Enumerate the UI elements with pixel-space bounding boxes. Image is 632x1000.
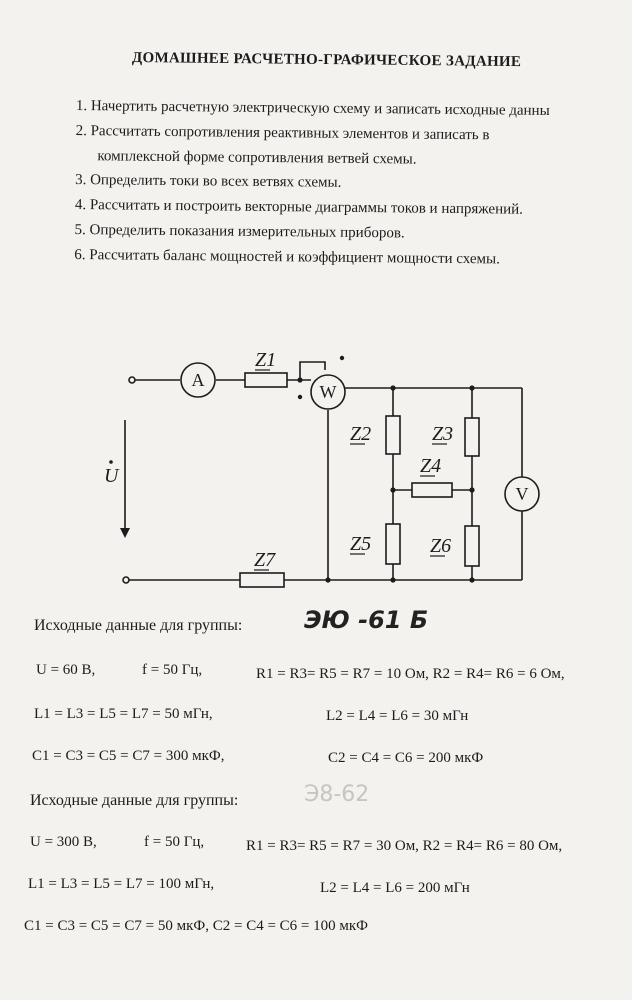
- group1-label: Исходные данные для группы:: [34, 617, 243, 634]
- z6-label: Z6: [430, 535, 452, 557]
- task-item: 3. Определить токи во всех ветвях схемы.: [75, 172, 342, 192]
- task-item: 4. Рассчитать и построить векторные диаграммы токов и напряжений.: [74, 196, 524, 218]
- group1-frequency: f = 50 Гц,: [142, 662, 203, 678]
- voltmeter-label: V: [515, 484, 529, 504]
- z3-label: Z3: [432, 423, 454, 445]
- group1-resistances: R1 = R3= R5 = R7 = 10 Ом, R2 = R4= R6 = 6 Ом,: [256, 666, 565, 682]
- group2-inductances-odd: L1 = L3 = L5 = L7 = 100 мГн,: [28, 876, 215, 892]
- group1-capacitances-even: C2 = C4 = C6 = 200 мкФ: [328, 750, 484, 766]
- group2-label: Исходные данные для группы:: [30, 792, 239, 809]
- z1-resistor: [245, 373, 287, 387]
- task-item: 6. Рассчитать баланс мощностей и коэффициент мощности схемы.: [74, 246, 500, 267]
- group1-voltage: U = 60 В,: [36, 662, 96, 678]
- group1-capacitances-odd: C1 = C3 = C5 = C7 = 300 мкФ,: [32, 748, 225, 764]
- group1-inductances-even: L2 = L4 = L6 = 30 мГн: [326, 708, 469, 724]
- handwritten-group-code-faint: Э8-62: [304, 782, 370, 807]
- z7-label: Z7: [254, 549, 276, 571]
- task-item: 5. Определить показания измерительных приборов.: [74, 221, 405, 242]
- arrow-down-icon: [120, 528, 130, 538]
- z4-label: Z4: [420, 455, 442, 477]
- task-list: [74, 96, 632, 275]
- input-terminal-bottom: [123, 577, 129, 583]
- z7-resistor: [240, 573, 284, 587]
- group2-voltage: U = 300 В,: [30, 834, 97, 850]
- task-item-continuation: комплексной форме сопротивления ветвей схемы.: [97, 147, 417, 168]
- task-item: 2. Рассчитать сопротивления реактивных элементов и записать в: [75, 122, 490, 144]
- z1-label: Z1: [255, 349, 277, 371]
- z4-resistor: [412, 483, 452, 497]
- voltage-label: U: [104, 465, 119, 487]
- group1-inductances-odd: L1 = L3 = L5 = L7 = 50 мГн,: [34, 706, 213, 722]
- task-item: 1. Начертить расчетную электрическую схему и записать исходные данны: [75, 97, 550, 119]
- circuit-diagram: [0, 340, 632, 600]
- document-title: ДОМАШНЕЕ РАСЧЕТНО-ГРАФИЧЕСКОЕ ЗАДАНИЕ: [131, 50, 522, 71]
- z2-resistor: [386, 416, 400, 454]
- z3-resistor: [465, 418, 479, 456]
- z5-resistor: [386, 524, 400, 564]
- handwritten-group-code: ЭЮ -61 Б: [304, 606, 429, 634]
- group2-capacitances: C1 = C3 = C5 = C7 = 50 мкФ, C2 = C4 = C6 = 100 мкФ: [24, 918, 369, 934]
- group2-frequency: f = 50 Гц,: [144, 834, 205, 850]
- ammeter-label: A: [191, 370, 205, 390]
- z5-label: Z5: [350, 533, 372, 555]
- group2-resistances: R1 = R3= R5 = R7 = 30 Ом, R2 = R4= R6 = 80 Ом,: [246, 838, 563, 854]
- wattmeter-label: W: [319, 382, 337, 402]
- group2-inductances-even: L2 = L4 = L6 = 200 мГн: [320, 880, 470, 896]
- z6-resistor: [465, 526, 479, 566]
- z2-label: Z2: [350, 423, 372, 445]
- input-terminal-top: [129, 377, 135, 383]
